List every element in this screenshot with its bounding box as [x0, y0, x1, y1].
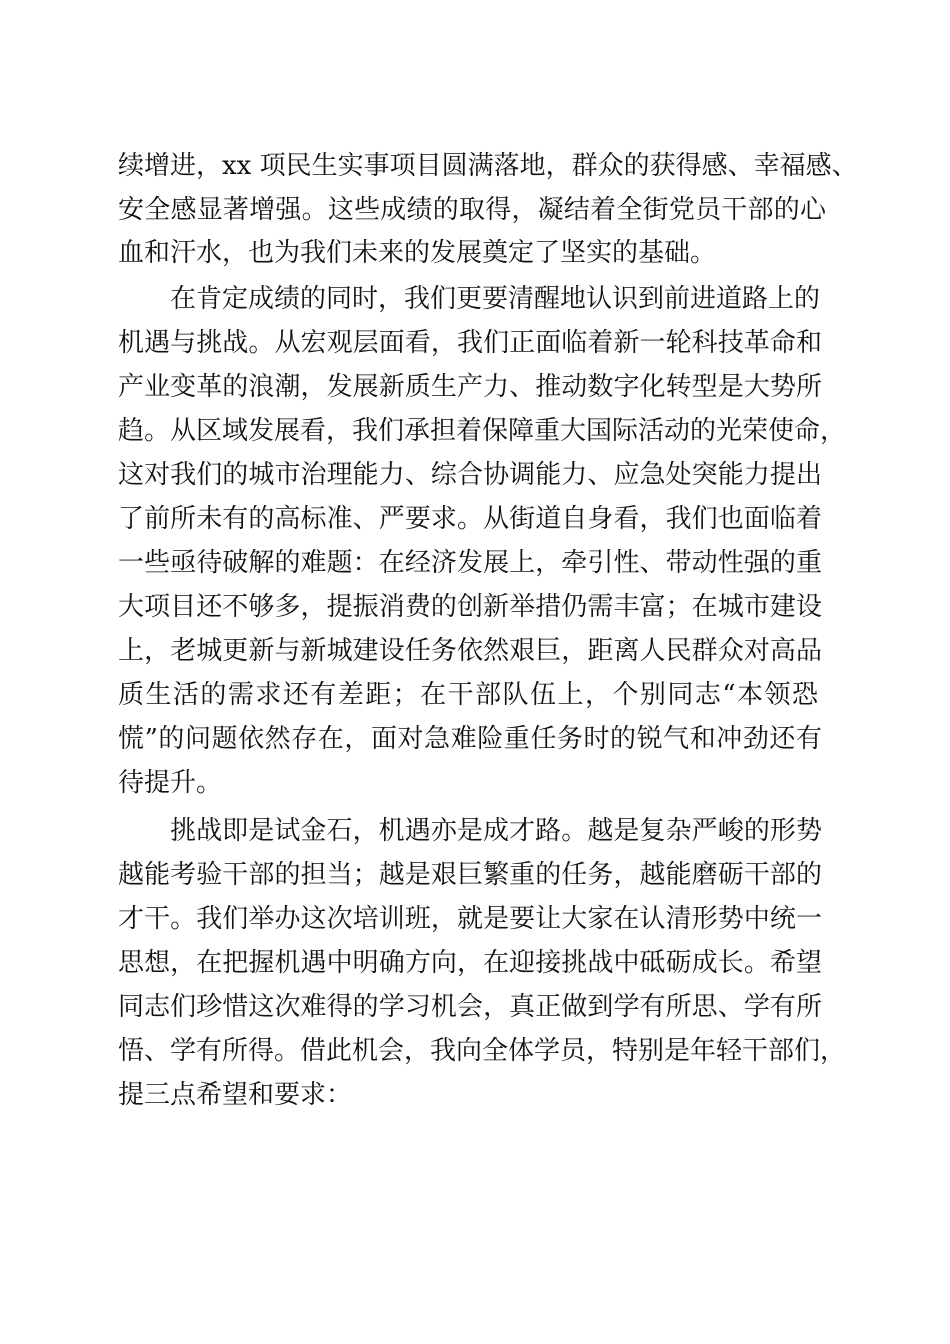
text-line: 才干。我们举办这次培训班，就是要让大家在认清形势中统一 — [118, 904, 822, 934]
text-line: 血和汗水，也为我们未来的发展奠定了坚实的基础。 — [118, 238, 717, 268]
text-line: 大项目还不够多，提振消费的创新举措仍需丰富；在城市建设 — [118, 592, 822, 622]
text-line: 慌”的问题依然存在，面对急难险重任务时的锐气和冲劲还有 — [118, 724, 822, 754]
text-line: 上，老城更新与新城建设任务依然艰巨，距离人民群众对高品 — [118, 636, 822, 666]
text-line: 思想，在把握机遇中明确方向，在迎接挑战中砥砺成长。希望 — [118, 948, 822, 978]
text-line: 挑战即是试金石，机遇亦是成才路。越是复杂严峻的形势 — [170, 816, 822, 846]
text-line: 质生活的需求还有差距；在干部队伍上，个别同志“本领恐 — [118, 680, 818, 710]
text-line: 趋。从区域发展看，我们承担着保障重大国际活动的光荣使命， — [118, 416, 847, 446]
text-line: 一些亟待破解的难题：在经济发展上，牵引性、带动性强的重 — [118, 548, 822, 578]
text-line: 安全感显著增强。这些成绩的取得，凝结着全街党员干部的心 — [118, 195, 826, 225]
text-line: 待提升。 — [118, 768, 223, 798]
text-line: 提三点希望和要求： — [118, 1080, 353, 1110]
text-line: 了前所未有的高标准、严要求。从街道自身看，我们也面临着 — [118, 504, 822, 534]
text-line: 机遇与挑战。从宏观层面看，我们正面临着新一轮科技革命和 — [118, 328, 822, 358]
text-line: 续增进，xx 项民生实事项目圆满落地，群众的获得感、幸福感、 — [118, 151, 858, 181]
text-line: 悟、学有所得。借此机会，我向全体学员，特别是年轻干部们， — [118, 1036, 847, 1066]
text-line: 同志们珍惜这次难得的学习机会，真正做到学有所思、学有所 — [118, 992, 822, 1022]
text-line: 在肯定成绩的同时，我们更要清醒地认识到前进道路上的 — [170, 284, 821, 314]
text-line: 产业变革的浪潮，发展新质生产力、推动数字化转型是大势所 — [118, 372, 822, 402]
text-line: 越能考验干部的担当；越是艰巨繁重的任务，越能磨砺干部的 — [118, 860, 822, 890]
text-line: 这对我们的城市治理能力、综合协调能力、应急处突能力提出 — [118, 460, 822, 490]
